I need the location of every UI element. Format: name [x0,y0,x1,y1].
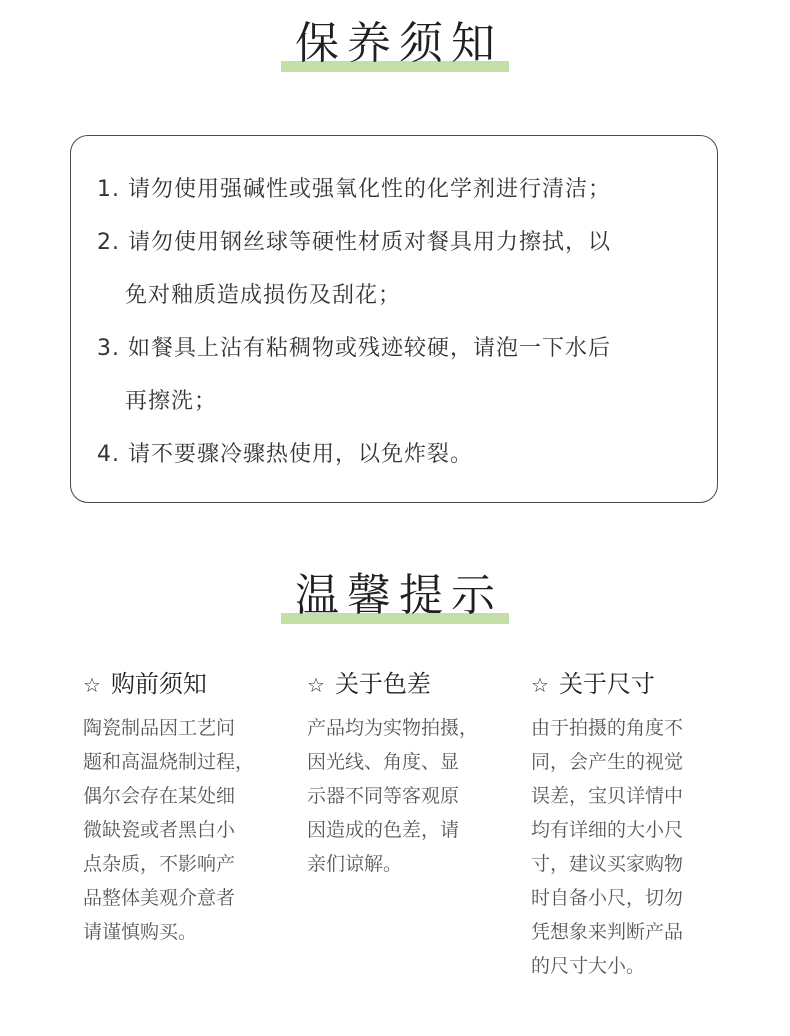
tip-text-line: 微缺瓷或者黑白小 [83,819,236,841]
tip-text-line: 凭想象来判断产品 [531,921,684,943]
tip-text-line: 产品均为实物拍摄， [307,717,479,739]
tip-text-line: 同，会产生的视觉 [531,751,684,773]
tip-column-color-difference [307,664,507,881]
tip-heading [531,664,731,705]
tip-text-line: 时自备小尺，切勿 [531,887,684,909]
tip-text-line: 请谨慎购买。 [83,921,198,943]
tip-text-line: 陶瓷制品因工艺问 [83,717,236,739]
tip-heading-label: 关于色差 [334,670,431,698]
care-title-block [0,14,790,74]
tip-text-line: 示器不同等客观原 [307,785,460,807]
care-title-wrap [287,14,503,74]
tip-text-line: 因光线、角度、显 [307,751,460,773]
tips-title-block [0,566,790,626]
tip-column-purchase-notice [83,664,283,949]
care-instruction-line: 2. 请勿使用钢丝球等硬性材质对餐具用力擦拭，以 [97,230,611,255]
tip-body [531,711,731,983]
tip-heading-label: 关于尺寸 [558,670,655,698]
tip-text-line: 题和高温烧制过程， [83,751,255,773]
tips-title: 温馨提示 [295,570,503,621]
tip-text-line: 亲们谅解。 [307,853,403,875]
tip-heading [307,664,507,705]
care-title: 保养须知 [295,18,503,69]
care-instruction-line: 3. 如餐具上沾有粘稠物或残迹较硬，请泡一下水后 [97,336,611,361]
care-instruction-line: 4. 请不要骤冷骤热使用，以免炸裂。 [97,442,473,467]
tip-body [83,711,283,949]
tip-text-line: 的尺寸大小。 [531,955,646,977]
care-instructions-box [70,135,718,503]
tip-body [307,711,507,881]
tip-text-line: 品整体美观介意者 [83,887,236,909]
star-icon: ☆ [83,673,101,697]
tip-text-line: 因造成的色差，请 [307,819,460,841]
care-instruction-line: 再擦洗； [125,389,218,414]
star-icon: ☆ [531,673,549,697]
tip-text-line: 由于拍摄的角度不 [531,717,684,739]
care-instruction-line: 免对釉质造成损伤及刮花； [125,283,402,308]
star-icon: ☆ [307,673,325,697]
tips-title-wrap [287,566,503,626]
tip-column-size [531,664,731,983]
tip-heading-label: 购前须知 [110,670,207,698]
tip-text-line: 寸，建议买家购物 [531,853,684,875]
care-instructions-list [97,163,697,481]
tip-text-line: 偶尔会存在某处细 [83,785,236,807]
tip-heading [83,664,283,705]
tip-text-line: 点杂质，不影响产 [83,853,236,875]
tip-text-line: 误差，宝贝详情中 [531,785,684,807]
care-instruction-line: 1. 请勿使用强碱性或强氧化性的化学剂进行清洁； [97,177,611,202]
tip-text-line: 均有详细的大小尺 [531,819,684,841]
